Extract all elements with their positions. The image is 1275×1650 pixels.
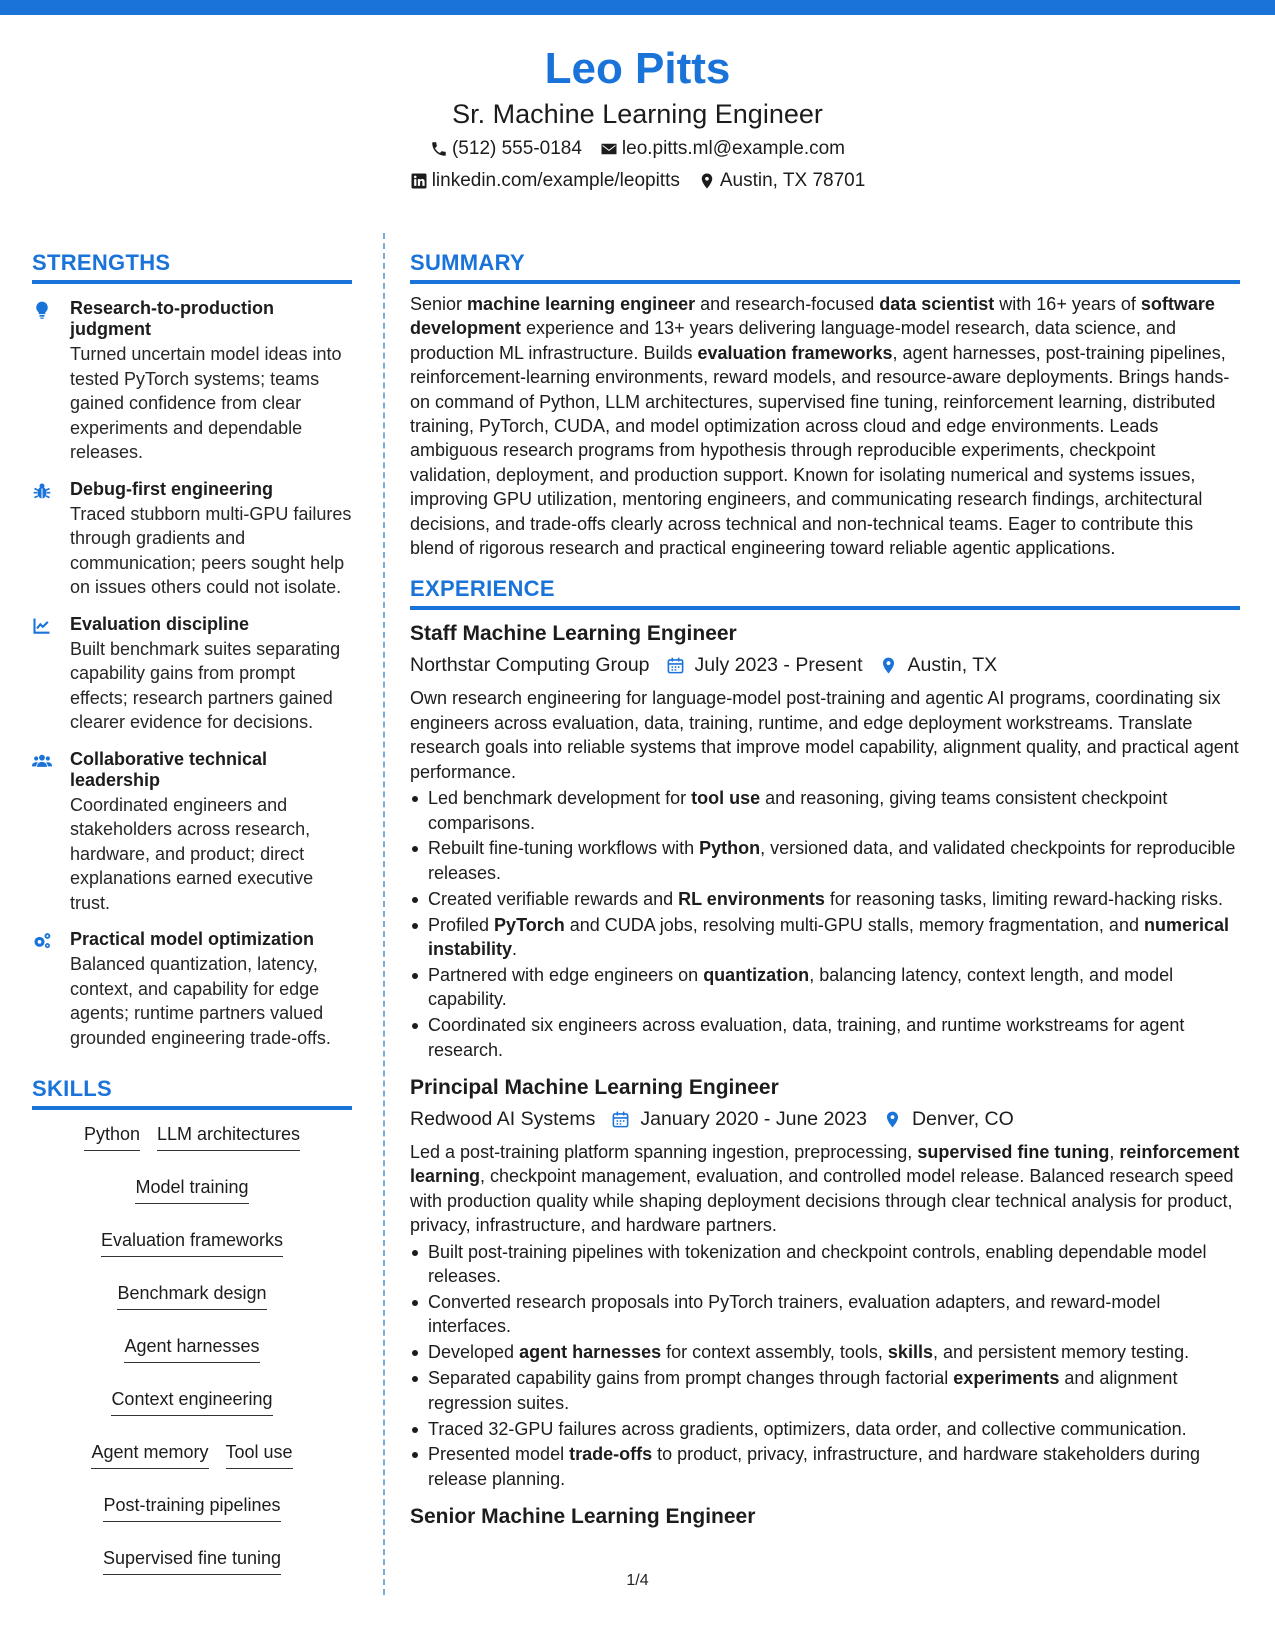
skill-tag: Benchmark design	[117, 1281, 266, 1310]
skill-tag: Post-training pipelines	[103, 1493, 280, 1522]
skill-tag: Evaluation frameworks	[101, 1228, 283, 1257]
lightbulb-icon	[32, 300, 52, 320]
calendar-icon	[666, 656, 685, 675]
chart-line-icon	[32, 616, 52, 636]
strength-desc: Balanced quantization, latency, context, and capability for edge agents; runtime partners valued grounded engineering trade-offs.	[70, 954, 331, 1048]
text-segment: Created verifiable rewards and	[428, 888, 679, 909]
skill-tag: Agent memory	[91, 1440, 208, 1469]
map-pin-icon	[879, 656, 898, 675]
phone-text: (512) 555-0184	[451, 138, 582, 159]
bug-icon	[32, 481, 52, 501]
left-column	[32, 248, 352, 1575]
bold-text: trade-offs	[569, 1444, 653, 1465]
job-meta	[410, 1104, 1240, 1134]
strength-desc: Turned uncertain model ideas into tested PyTorch systems; teams gained confidence from clear experiments and dependable releases.	[70, 344, 342, 462]
text-segment: Presented model	[428, 1444, 570, 1465]
location-contact	[698, 166, 865, 196]
strength-title: Debug-first engineering	[70, 478, 274, 499]
job-description	[410, 686, 1240, 784]
text-segment: Separated capability gains from prompt changes through factorial	[428, 1368, 954, 1389]
bold-text: agent harnesses	[519, 1342, 662, 1363]
top-accent-bar	[0, 0, 1275, 15]
text-segment: experience and 13+ years delivering language-model research, data science, and production ML infrastructure. Builds	[410, 318, 1176, 363]
bullet-item	[410, 913, 1240, 962]
text-segment: ,	[1109, 1142, 1120, 1163]
strength-desc: Built benchmark suites separating capability gains from prompt effects; research partners gained clearer evidence for decisions.	[70, 638, 341, 732]
text-segment: , versioned data, and validated checkpoints for reproducible releases.	[428, 838, 1236, 883]
bullet-item	[410, 1240, 1240, 1289]
bullet-item	[410, 1290, 1240, 1339]
job-company: Redwood AI Systems	[410, 1108, 596, 1131]
strength-item	[32, 614, 352, 735]
strength-item	[32, 298, 352, 465]
resume-header	[0, 42, 1275, 196]
gears-icon	[32, 931, 52, 951]
bullet-item	[410, 1340, 1240, 1364]
bold-text: skills	[887, 1342, 933, 1363]
text-segment: Profiled	[428, 914, 495, 935]
text-segment: Coordinated six engineers across evaluation, data, training, and runtime workstreams for agent research.	[428, 1015, 1185, 1060]
skill-tag: Supervised fine tuning	[103, 1546, 281, 1575]
phone-icon	[430, 140, 448, 158]
skills-list	[32, 1122, 352, 1575]
email-contact[interactable]	[600, 134, 845, 164]
location-text: Austin, TX 78701	[719, 170, 866, 191]
strength-title: Research-to-production judgment	[70, 298, 275, 339]
map-pin-icon	[883, 1110, 902, 1129]
bold-text: tool use	[691, 788, 761, 809]
job-title: Principal Machine Learning Engineer	[410, 1076, 779, 1100]
text-segment: Led a post-training platform spanning ingestion, preprocessing,	[410, 1142, 918, 1163]
strengths-heading: STRENGTHS	[32, 248, 352, 284]
calendar-icon	[611, 1110, 630, 1129]
job-description	[410, 1140, 1240, 1238]
skill-tag: Python	[84, 1122, 140, 1151]
summary-heading: SUMMARY	[410, 248, 1240, 284]
bold-text: quantization	[703, 964, 810, 985]
bold-text: reinforcement learning	[410, 1142, 1240, 1187]
users-icon	[32, 751, 52, 771]
experience-heading: EXPERIENCE	[410, 574, 1240, 610]
bold-text: experiments	[953, 1368, 1060, 1389]
right-column	[410, 248, 1240, 1531]
strength-item	[32, 749, 352, 916]
email-text: leo.pitts.ml@example.com	[621, 138, 846, 159]
bold-text: evaluation frameworks	[697, 342, 893, 363]
strength-item	[32, 929, 352, 1050]
text-segment: , balancing latency, context length, and model capability.	[428, 964, 1174, 1010]
strength-item	[32, 479, 352, 600]
phone-contact[interactable]	[430, 134, 582, 164]
column-divider	[383, 233, 385, 1595]
bold-text: data scientist	[879, 294, 995, 314]
envelope-icon	[600, 140, 618, 158]
text-segment: Converted research proposals into PyTorch trainers, evaluation adapters, and reward-model interfaces.	[428, 1292, 1161, 1337]
strength-desc: Traced stubborn multi-GPU failures through gradients and communication; peers sought help on issues others could not isolate.	[70, 503, 352, 597]
bold-text: supervised fine tuning	[917, 1142, 1110, 1163]
text-segment: Rebuilt fine-tuning workflows with	[428, 838, 700, 859]
contact-row-1	[0, 134, 1275, 164]
skill-tag: Tool use	[226, 1440, 293, 1469]
bullet-item	[410, 786, 1240, 835]
bullet-item	[410, 1417, 1240, 1441]
skill-tag: Agent harnesses	[124, 1334, 259, 1363]
text-segment: to product, privacy, infrastructure, and hardware stakeholders during release planning.	[428, 1444, 1201, 1489]
bold-text: Python	[699, 838, 761, 859]
bold-text: machine learning engineer	[467, 294, 696, 314]
strength-title: Practical model optimization	[70, 929, 315, 949]
job-dates: January 2020 - June 2023	[640, 1108, 867, 1131]
text-segment: Developed	[428, 1342, 520, 1363]
text-segment: , checkpoint management, evaluation, and controlled model release. Balanced research speed with production quality while shaping deployment decisions through clear technical analysis for product, privacy, infrastructure, and hardware partners.	[410, 1166, 1234, 1236]
bullet-item	[410, 887, 1240, 911]
text-segment: .	[512, 939, 518, 960]
contact-row-2	[0, 166, 1275, 196]
bold-text: PyTorch	[494, 914, 565, 935]
text-segment: Senior	[410, 294, 468, 314]
bullet-item	[410, 836, 1240, 885]
text-segment: and reasoning, giving teams consistent checkpoint comparisons.	[428, 788, 1168, 833]
text-segment: , and persistent memory testing.	[932, 1342, 1190, 1363]
text-segment: Own research engineering for language-model post-training and agentic AI programs, coordinating six engineers across evaluation, data, training, runtime, and edge deployment workstreams. Translate research goals into reliable systems that improve model capability, alignment quality, and practical agent performance.	[410, 688, 1239, 782]
bold-text: numerical instability	[428, 914, 1230, 960]
map-pin-icon	[698, 172, 716, 190]
text-segment: Led benchmark development for	[428, 788, 692, 809]
strength-title: Evaluation discipline	[70, 613, 250, 634]
text-segment: and CUDA jobs, resolving multi-GPU stalls, memory fragmentation, and	[564, 914, 1144, 935]
linkedin-contact[interactable]	[410, 166, 680, 196]
text-segment: Traced 32-GPU failures across gradients, optimizers, data order, and collective communication.	[428, 1418, 1187, 1439]
bold-text: software development	[410, 294, 1215, 339]
text-segment: , agent harnesses, post-training pipelines, reinforcement-learning environments, reward models, and resource-aware deployments. Brings hands-on command of Python, LLM architectures, supervised fine tuning, reinforcement learning, distributed training, PyTorch, CUDA, and model optimization across cloud and edge environments. Leads ambiguous research programs from hypothesis through reproducible experiments, checkpoint validation, deployment, and production support. Known for isolating numerical and systems issues, improving GPU utilization, mentoring engineers, and communicating research findings, architectural decisions, and trade-offs clearly across technical and non-technical teams. Eager to contribute this blend of rigorous research and practical engineering toward reliable agentic applications.	[410, 342, 1230, 559]
bold-text: RL environments	[678, 888, 825, 909]
job-dates: July 2023 - Present	[694, 654, 863, 677]
text-segment: for reasoning tasks, limiting reward-hacking risks.	[824, 888, 1223, 909]
job-location: Denver, CO	[911, 1108, 1014, 1131]
skills-heading: SKILLS	[32, 1074, 352, 1110]
strength-desc: Coordinated engineers and stakeholders across research, hardware, and product; direct explanations earned executive trust.	[70, 794, 314, 913]
job-meta	[410, 650, 1240, 680]
linkedin-text: linkedin.com/example/leopitts	[431, 170, 680, 191]
candidate-name: Leo Pitts	[544, 44, 731, 93]
skill-tag: LLM architectures	[157, 1122, 300, 1151]
bullet-item	[410, 963, 1240, 1012]
job-title: Staff Machine Learning Engineer	[410, 622, 737, 646]
skill-tag: Context engineering	[111, 1387, 272, 1416]
job-title: Senior Machine Learning Engineer	[410, 1505, 756, 1529]
skill-tag: Model training	[135, 1175, 248, 1204]
linkedin-icon	[410, 172, 428, 190]
text-segment: and research-focused	[695, 294, 880, 314]
bullet-item	[410, 1442, 1240, 1491]
job-company: Northstar Computing Group	[410, 654, 650, 677]
candidate-title: Sr. Machine Learning Engineer	[452, 99, 823, 129]
text-segment: Partnered with edge engineers on	[428, 964, 704, 985]
text-segment: Built post-training pipelines with tokenization and checkpoint controls, enabling dependable model releases.	[428, 1241, 1207, 1287]
job-location: Austin, TX	[907, 654, 998, 677]
text-segment: with 16+ years of	[994, 294, 1141, 314]
job-bullets	[410, 786, 1240, 1062]
text-segment: and alignment regression suites.	[428, 1368, 1178, 1413]
strength-title: Collaborative technical leadership	[70, 748, 268, 790]
job-bullets	[410, 1240, 1240, 1492]
job-entry	[410, 620, 1240, 1062]
summary-text	[410, 292, 1240, 560]
job-entry	[410, 1503, 1240, 1531]
bullet-item	[410, 1366, 1240, 1415]
bullet-item	[410, 1013, 1240, 1062]
page-number: 1/4	[626, 1572, 649, 1589]
job-entry	[410, 1074, 1240, 1491]
text-segment: for context assembly, tools,	[661, 1342, 888, 1363]
